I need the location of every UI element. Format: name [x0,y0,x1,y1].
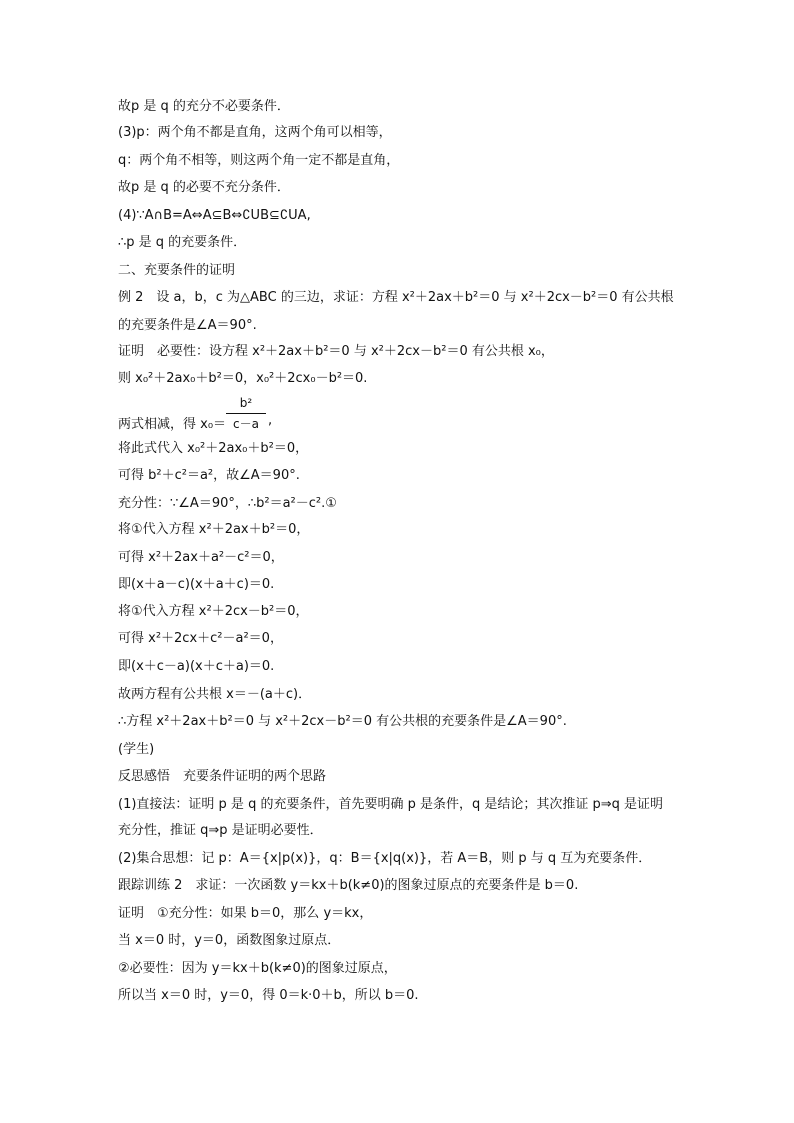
section-heading: 二、充要条件的证明 [118,263,236,278]
text-line: (4)∵A∩B=A⇔A⊆B⇔∁UB⊆∁UA, [118,208,311,223]
text-line: 的充要条件是∠A＝90°. [118,318,257,333]
text-line: 即(x＋c－a)(x＋c＋a)＝0. [118,659,275,674]
text-line: 将①代入方程 x²＋2ax＋b²＝0， [118,522,310,537]
text-line: 证明 必要性：设方程 x²＋2ax＋b²＝0 与 x²＋2cx－b²＝0 有公共根 x₀， [118,344,554,359]
text-line: (3)p：两个角不都是直角，这两个角可以相等， [118,125,392,140]
fraction-lead: 两式相减，得 x₀＝ [118,417,227,432]
fraction [226,395,266,432]
text-line: ②必要性：因为 y＝kx＋b(k≠0)的图象过原点， [118,961,397,976]
text-line: 故p 是 q 的充分不必要条件． [118,99,290,114]
text-line: 故p 是 q 的必要不充分条件． [118,180,290,195]
text-line: (1)直接法：证明 p 是 q 的充要条件，首先要明确 p 是条件，q 是结论；其次推证 p⇒q 是证明 [118,797,664,812]
text-line: 证明 ①充分性：如果 b＝0，那么 y＝kx， [118,906,373,921]
fraction-denominator: c－a [233,417,259,431]
text-line: 当 x＝0 时，y＝0，函数图象过原点． [118,933,341,948]
text-line: 将①代入方程 x²＋2cx－b²＝0， [118,604,309,619]
text-line: 故两方程有公共根 x＝－(a＋c)． [118,687,312,702]
text-line: 可得 x²＋2cx＋c²－a²＝0， [118,631,283,646]
fraction-bar [226,413,266,414]
text-line: 即(x＋a－c)(x＋a＋c)＝0. [118,577,275,592]
text-line: 可得 x²＋2ax＋a²－c²＝0， [118,550,284,565]
text-line: (学生) [118,742,155,757]
text-line: 所以当 x＝0 时，y＝0，得 0＝k·0＋b，所以 b＝0. [118,988,419,1003]
fraction-numerator: b² [239,396,253,410]
text-line: q：两个角不相等，则这两个角一定不都是直角， [118,153,400,168]
text-line: 充分性，推证 q⇒p 是证明必要性． [118,823,323,838]
text-line: 反思感悟 充要条件证明的两个思路 [118,769,327,784]
fraction-tail: , [268,413,273,428]
text-line: ∴p 是 q 的充要条件． [118,235,247,250]
text-line: ∴方程 x²＋2ax＋b²＝0 与 x²＋2cx－b²＝0 有公共根的充要条件是∠A＝90°. [118,714,567,729]
text-line: 充分性：∵∠A＝90°，∴b²＝a²－c².① [118,496,337,511]
text-line: 跟踪训练 2 求证：一次函数 y＝kx＋b(k≠0)的图象过原点的充要条件是 b＝0. [118,878,579,893]
text-line: 则 x₀²＋2ax₀＋b²＝0，x₀²＋2cx₀－b²＝0. [118,371,368,386]
example-title: 例 2 设 a，b，c 为△ABC 的三边，求证：方程 x²＋2ax＋b²＝0 与 x²＋2cx－b²＝0 有公共根 [118,290,674,305]
text-line: 可得 b²＋c²＝a²，故∠A＝90°. [118,468,300,483]
text-line: 将此式代入 x₀²＋2ax₀＋b²＝0， [118,441,309,456]
text-line: (2)集合思想：记 p：A＝{x|p(x)}，q：B＝{x|q(x)}，若 A＝B，则 p 与 q 互为充要条件． [118,851,652,866]
